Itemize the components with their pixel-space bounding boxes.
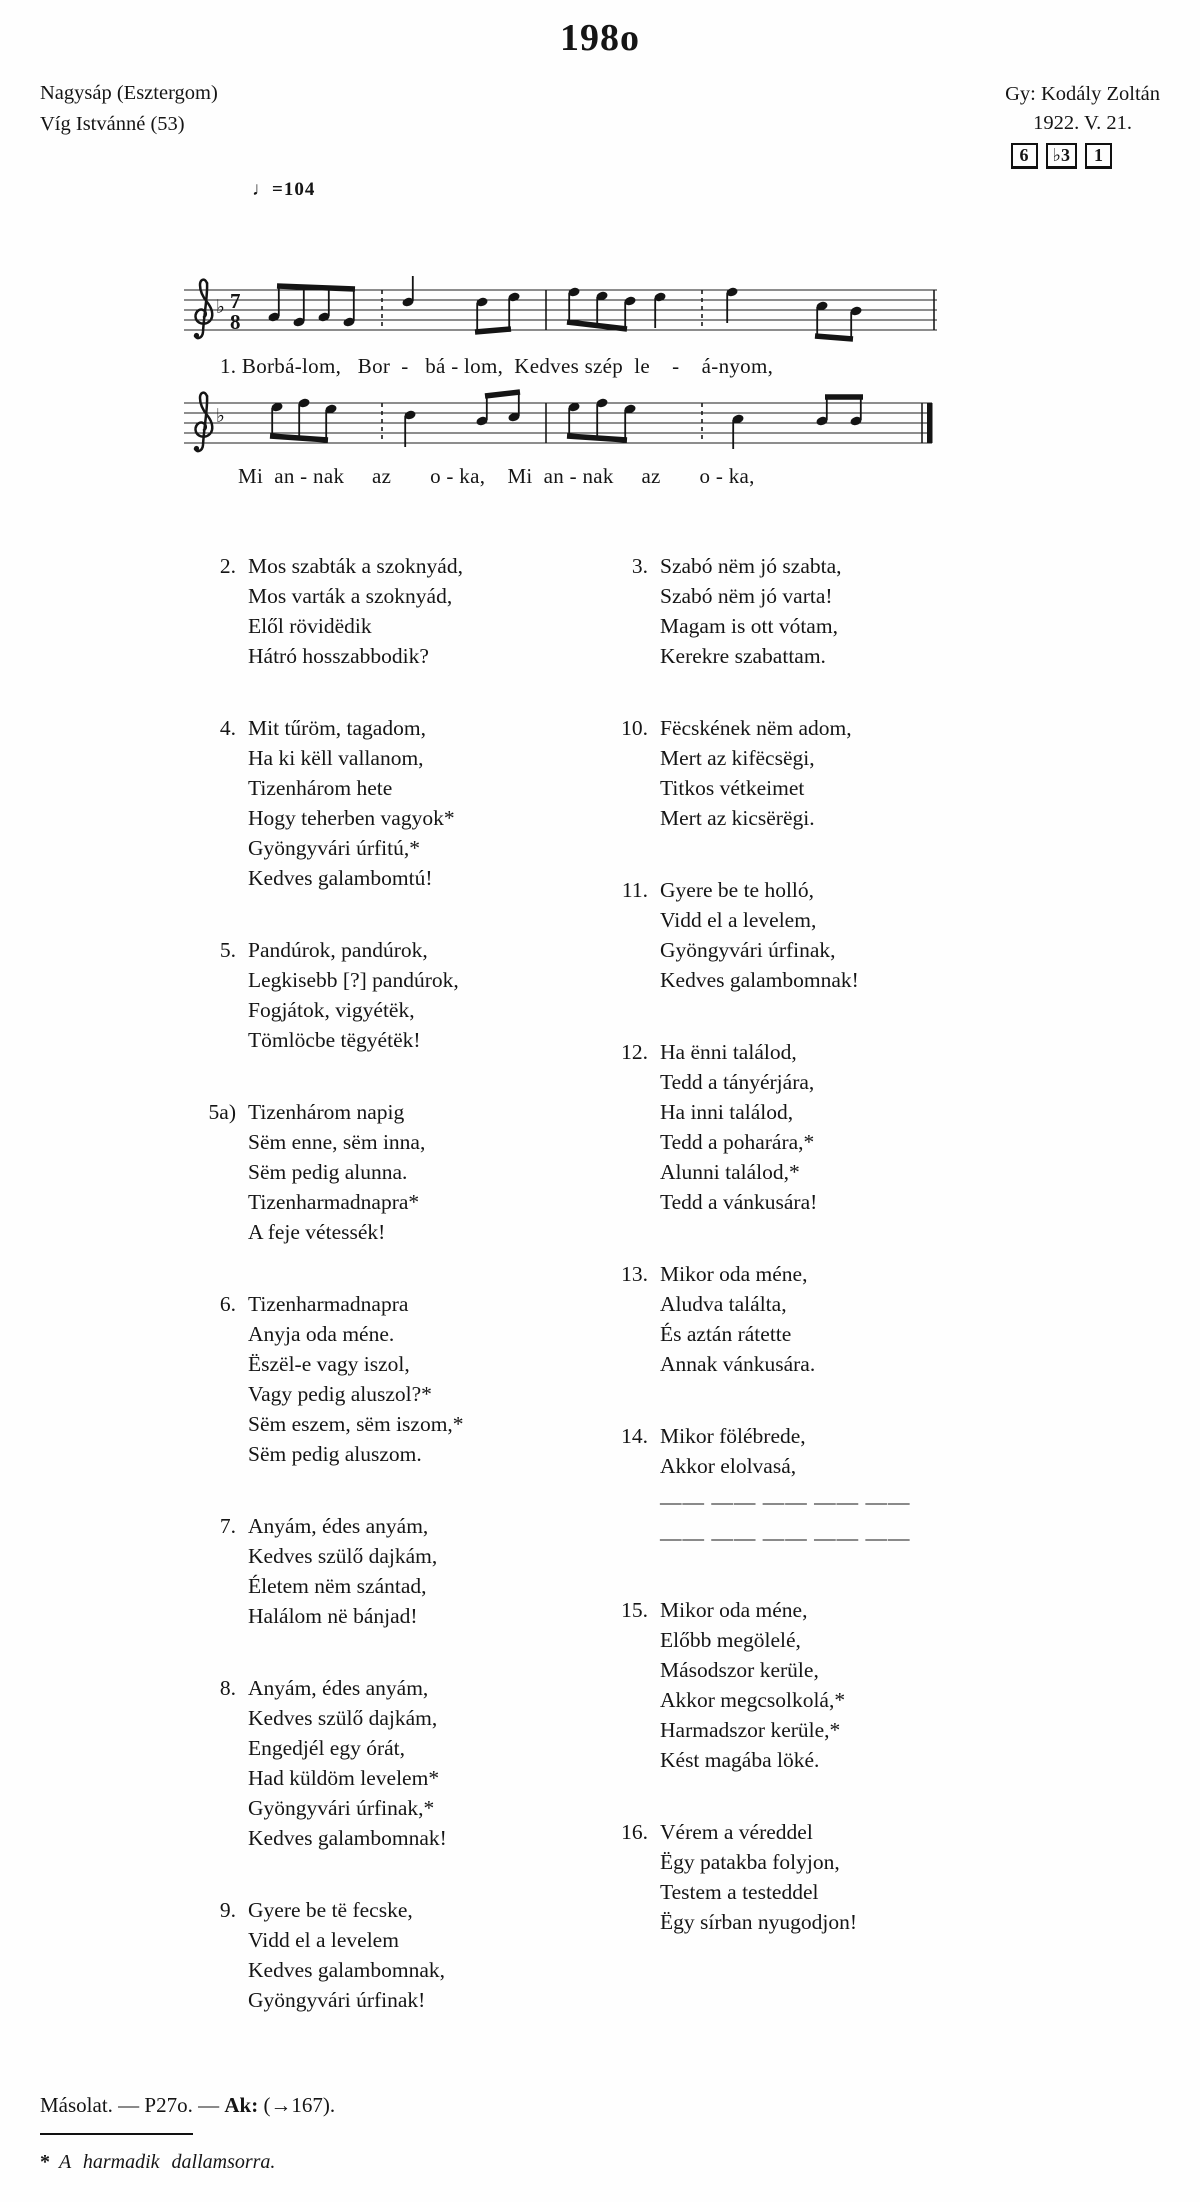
verse-line-omitted: —— —— —— —— —— [660,1526,911,1550]
verse-line: Anyám, édes anyám, [248,1514,429,1538]
verse-line: Magam is ott vótam, [660,614,838,638]
verse-block [598,713,1058,833]
verse-line: Előbb megölelé, [660,1628,801,1652]
verse-block [186,713,582,893]
verse-number: 6. [219,1292,236,1316]
verse-number: 16. [621,1820,648,1844]
verse-block [598,1595,1058,1775]
verse-lines [248,1895,445,2015]
lyrics-line-2: Mi an - nak az o - ka, Mi an - nak az o - ka, [238,464,755,488]
verse-line: Ha ki këll vallanom, [248,746,424,770]
verse-line: Tizenharmadnapra* [248,1190,420,1214]
verse-line: Sëm pedig aluszom. [248,1442,422,1466]
cadence-box: 6 [1011,143,1038,169]
svg-text:7: 7 [230,289,241,313]
header-date: 1922. V. 21. [1033,112,1132,134]
verse-lines [248,1673,447,1853]
verse-line: Anyám, édes anyám, [248,1676,429,1700]
verse-line: Kerekre szabattam. [660,644,826,668]
footer-post: (→167). [258,2093,336,2117]
verse-block [186,1895,582,2015]
flat-sign-icon: ♭ [216,406,225,427]
verse-block [598,1421,1058,1553]
verse-number: 5. [219,938,236,962]
verse-line: Vidd el a levelem [248,1928,399,1952]
verse-number: 10. [621,716,648,740]
verse-line: Mert az kicsërëgi. [660,806,815,830]
verse-line: Harmadszor kerüle,* [660,1718,841,1742]
flat-sign-icon: ♭ [216,297,225,318]
header-right [1005,80,1160,169]
verse-line: Sëm eszem, sëm iszom,* [248,1412,464,1436]
verse-line: Szabó nëm jó szabta, [660,554,842,578]
verse-line: Tedd a vánkusára! [660,1190,818,1214]
verse-line: Tömlöcbe tëgyétëk! [248,1028,421,1052]
verse-line: Had küldöm levelem* [248,1766,440,1790]
verse-number: 12. [621,1040,648,1064]
verse-lines [660,1259,815,1379]
cadence-box: ♭3 [1046,143,1078,169]
verse-line: Hátró hosszabbodik? [248,644,429,668]
verse-lines [248,1289,464,1469]
verse-lines [248,935,459,1055]
verse-line: Tizenharmadnapra [248,1292,409,1316]
verse-number: 15. [621,1598,648,1622]
verse-line: Gyöngyvári úrfinak, [660,938,836,962]
verse-line: Pandúrok, pandúrok, [248,938,428,962]
verse-line: Kedves galambomnak, [248,1958,446,1982]
header-collector: Gy: Kodály Zoltán [1005,83,1160,105]
verse-line: Gyöngyvári úrfinak! [248,1988,426,2012]
verse-line: Kedves galambomtú! [248,866,433,890]
verse-line: Sëm enne, sëm inna, [248,1130,426,1154]
verse-lines [660,1817,857,1937]
verse-line: Kést magába löké. [660,1748,820,1772]
verse-block [598,1817,1058,1937]
verse-column-left [186,551,582,2057]
footnote-asterisk: * [40,2151,50,2173]
verse-lines [660,713,852,833]
verse-line: Mikor fölébrede, [660,1424,806,1448]
verse-line: Halálom në bánjad! [248,1604,418,1628]
verse-line: Életem nëm szántad, [248,1574,427,1598]
verse-line: Tizenhárom hete [248,776,393,800]
verse-line: Ëgy sírban nyugodjon! [660,1910,858,1934]
verse-lines [660,1595,845,1775]
verse-number: 11. [621,878,648,902]
verse-line: Ëgy patakba folyjon, [660,1850,840,1874]
verse-line: Mit tűröm, tagadom, [248,716,426,740]
verse-line: Tedd a tányérjára, [660,1070,815,1094]
verse-line: Alunni találod,* [660,1160,800,1184]
verse-number: 13. [621,1262,648,1286]
verse-line: Ha ënni találod, [660,1040,797,1064]
verse-number: 8. [219,1676,236,1700]
header-informant: Víg Istvánné (53) [40,113,185,135]
verse-line: Mikor oda méne, [660,1598,808,1622]
verse-line: A feje vétessék! [248,1220,386,1244]
notes-group [270,392,933,449]
footer-ak-label: Ak: [224,2093,259,2117]
verse-column-right [598,551,1058,1979]
verse-line: Mos varták a szoknyád, [248,584,453,608]
verse-number: 3. [631,554,648,578]
verse-line: Vérem a véreddel [660,1820,813,1844]
verse-lines [248,1511,437,1631]
verse-line: Hogy teherben vagyok* [248,806,455,830]
verse-number: 9. [219,1898,236,1922]
verse-line: Legkisebb [?] pandúrok, [248,968,459,992]
verse-block [598,551,1058,671]
verse-line: Mos szabták a szoknyád, [248,554,463,578]
verse-line: Aludva találta, [660,1292,787,1316]
verse-line: Engedjél egy órát, [248,1736,406,1760]
verse-block [186,1673,582,1853]
verse-lines [660,1421,911,1553]
verse-line: Gyöngyvári úrfinak,* [248,1796,435,1820]
verse-line: Fëcskének nëm adom, [660,716,852,740]
header-left [40,78,218,140]
treble-clef-icon [194,393,212,451]
verse-lines [660,875,859,995]
verse-line: Ha inni találod, [660,1100,794,1124]
verse-number: 2. [219,554,236,578]
verse-line: Tizenhárom napig [248,1100,405,1124]
verse-number: 7. [219,1514,236,1538]
staff-1-notation [182,272,942,364]
verse-number: 14. [621,1424,648,1448]
verse-block [186,1289,582,1469]
verse-line: Testem a testeddel [660,1880,819,1904]
verse-line: Elől rövidëdik [248,614,372,638]
verse-line: És aztán rátette [660,1322,792,1346]
lyrics-line-1: 1. Borbá-lom, Bor - bá - lom, Kedves szép le - á-nyom, [220,354,774,378]
verse-line: Annak vánkusára. [660,1352,816,1376]
header-place: Nagysáp (Esztergom) [40,82,218,104]
verse-line: Tedd a poharára,* [660,1130,815,1154]
verse-line: Akkor megcsolkolá,* [660,1688,846,1712]
verse-line: Mikor oda méne, [660,1262,808,1286]
footnote-body: A harmadik dallamsorra. [59,2151,276,2173]
footer-pre: Másolat. — P27o. — [40,2093,225,2117]
verse-line: Kedves galambomnak! [248,1826,447,1850]
verse-line: Titkos vétkeimet [660,776,805,800]
verse-block [186,1097,582,1247]
verse-line: Ëszël-e vagy iszol, [248,1352,410,1376]
verse-line: Anyja oda méne. [248,1322,395,1346]
verse-number: 4. [219,716,236,740]
verse-line: Másodszor kerüle, [660,1658,819,1682]
verse-lines [660,551,842,671]
verse-line: Vidd el a levelem, [660,908,817,932]
cadence-boxes [1005,143,1160,169]
treble-clef-icon [194,280,212,338]
verse-line: Fogjátok, vigyétëk, [248,998,415,1022]
verse-line: Szabó nëm jó varta! [660,584,833,608]
verse-line: Gyöngyvári úrfitú,* [248,836,420,860]
verse-line: Vagy pedig aluszol?* [248,1382,432,1406]
verse-block [598,1037,1058,1217]
verse-block [186,551,582,671]
verse-line: Kedves galambomnak! [660,968,859,992]
verse-line: Mert az kifëcsëgi, [660,746,815,770]
verse-block [598,875,1058,995]
footer-source-line [40,2093,335,2118]
cadence-box: 1 [1085,143,1112,169]
verse-lines [660,1037,817,1217]
svg-text:8: 8 [230,310,241,334]
tempo-marking: ♩=104 [252,179,316,200]
verse-line: Kedves szülő dajkám, [248,1706,438,1730]
verse-lines [248,551,463,671]
verse-lines [248,1097,425,1247]
page-heading: 198o [560,17,640,59]
footnote-rule [40,2133,193,2135]
verse-line: Akkor elolvasá, [660,1454,797,1478]
verse-line-omitted: —— —— —— —— —— [660,1490,911,1514]
verse-block [186,935,582,1055]
time-signature [230,289,241,334]
verse-line: Gyere be të fecske, [248,1898,413,1922]
footnote-text [40,2151,275,2174]
verse-line: Gyere be te holló, [660,878,815,902]
verse-line: Kedves szülő dajkám, [248,1544,438,1568]
verse-block [186,1511,582,1631]
verse-block [598,1259,1058,1379]
verse-number: 5a) [208,1100,236,1124]
verse-lines [248,713,455,893]
verse-line: Sëm pedig alunna. [248,1160,408,1184]
